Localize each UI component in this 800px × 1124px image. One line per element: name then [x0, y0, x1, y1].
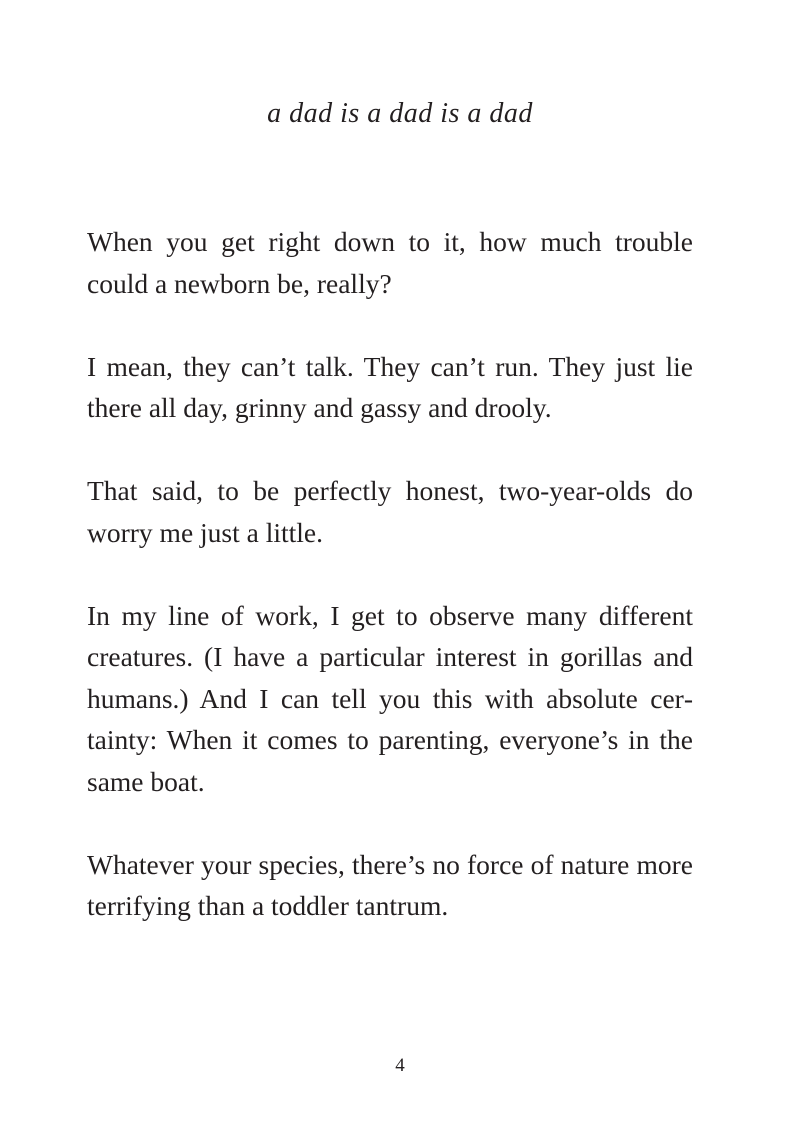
paragraph-5: Whatever your species, there’s no force of nature more terrifying than a toddler tantrum.	[87, 848, 693, 921]
paragraph-2: I mean, they can’t talk. They can’t run. They just lie there all day, grinny and gassy and drooly.	[87, 350, 693, 423]
paragraph-1: When you get right down to it, how much trouble could a newborn be, really?	[87, 226, 693, 299]
body-text	[87, 221, 693, 968]
page-number: 4	[395, 1055, 405, 1076]
paragraph-3: That said, to be perfectly honest, two-year-olds do worry me just a little.	[87, 475, 693, 548]
running-head: a dad is a dad is a dad	[267, 98, 533, 129]
paragraph-4: In my line of work, I get to observe many different creatures. (I have a particular interest in gorillas and humans.) And I can tell you this with absolute certainty: When it comes to parenting, everyone’s in the same boat.	[87, 599, 693, 797]
